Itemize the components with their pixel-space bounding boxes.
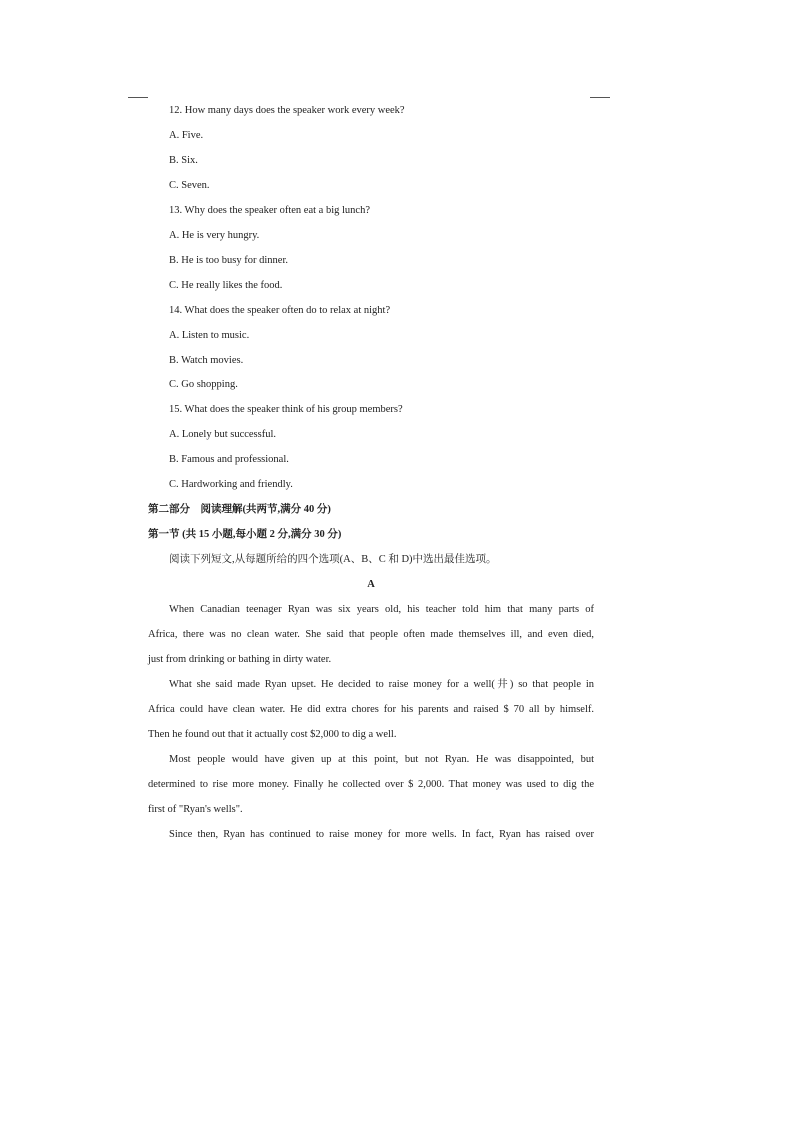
passage-line: just from drinking or bathing in dirty water. (148, 654, 332, 665)
question-15: 15. What does the speaker think of his group members? (169, 404, 403, 415)
instructions: 阅读下列短文,从每题所给的四个选项(A、B、C 和 D)中选出最佳选项。 (169, 554, 497, 565)
question-13: 13. Why does the speaker often eat a big lunch? (169, 205, 370, 216)
option-15b: B. Famous and professional. (169, 454, 289, 465)
passage-line: When Canadian teenager Ryan was six years old, his teacher told him that many parts of (169, 604, 594, 615)
passage-line: Most people would have given up at this point, but not Ryan. He was disappointed, but (169, 754, 594, 765)
passage-line: first of "Ryan's wells". (148, 804, 243, 815)
passage-line: What she said made Ryan upset. He decided to raise money for a well(井) so that people in (169, 679, 594, 690)
option-15a: A. Lonely but successful. (169, 429, 277, 440)
option-12c: C. Seven. (169, 180, 210, 191)
passage-label: A (367, 579, 375, 590)
passage-line: Africa could have clean water. He did extra chores for his parents and raised $ 70 all by himself. (148, 704, 594, 715)
option-13a: A. He is very hungry. (169, 230, 260, 241)
passage-line: Since then, Ryan has continued to raise money for more wells. In fact, Ryan has raised over (169, 829, 594, 840)
option-14c: C. Go shopping. (169, 379, 238, 390)
question-12: 12. How many days does the speaker work every week? (169, 105, 405, 116)
option-12b: B. Six. (169, 155, 198, 166)
passage-line: determined to rise more money. Finally he collected over $ 2,000. That money was used to dig the (148, 779, 594, 790)
option-15c: C. Hardworking and friendly. (169, 479, 293, 490)
option-13c: C. He really likes the food. (169, 280, 283, 291)
option-13b: B. He is too busy for dinner. (169, 255, 288, 266)
section1-heading: 第一节 (共 15 小题,每小题 2 分,满分 30 分) (148, 529, 342, 540)
passage-line: Africa, there was no clean water. She said that people often made themselves ill, and even died, (148, 629, 594, 640)
question-14: 14. What does the speaker often do to relax at night? (169, 305, 391, 316)
passage-line: Then he found out that it actually cost $2,000 to dig a well. (148, 729, 397, 740)
option-14a: A. Listen to music. (169, 330, 250, 341)
option-14b: B. Watch movies. (169, 355, 244, 366)
header-rule-right (590, 97, 610, 98)
header-rule-left (128, 97, 148, 98)
part2-heading: 第二部分 阅读理解(共两节,满分 40 分) (148, 504, 331, 515)
option-12a: A. Five. (169, 130, 204, 141)
